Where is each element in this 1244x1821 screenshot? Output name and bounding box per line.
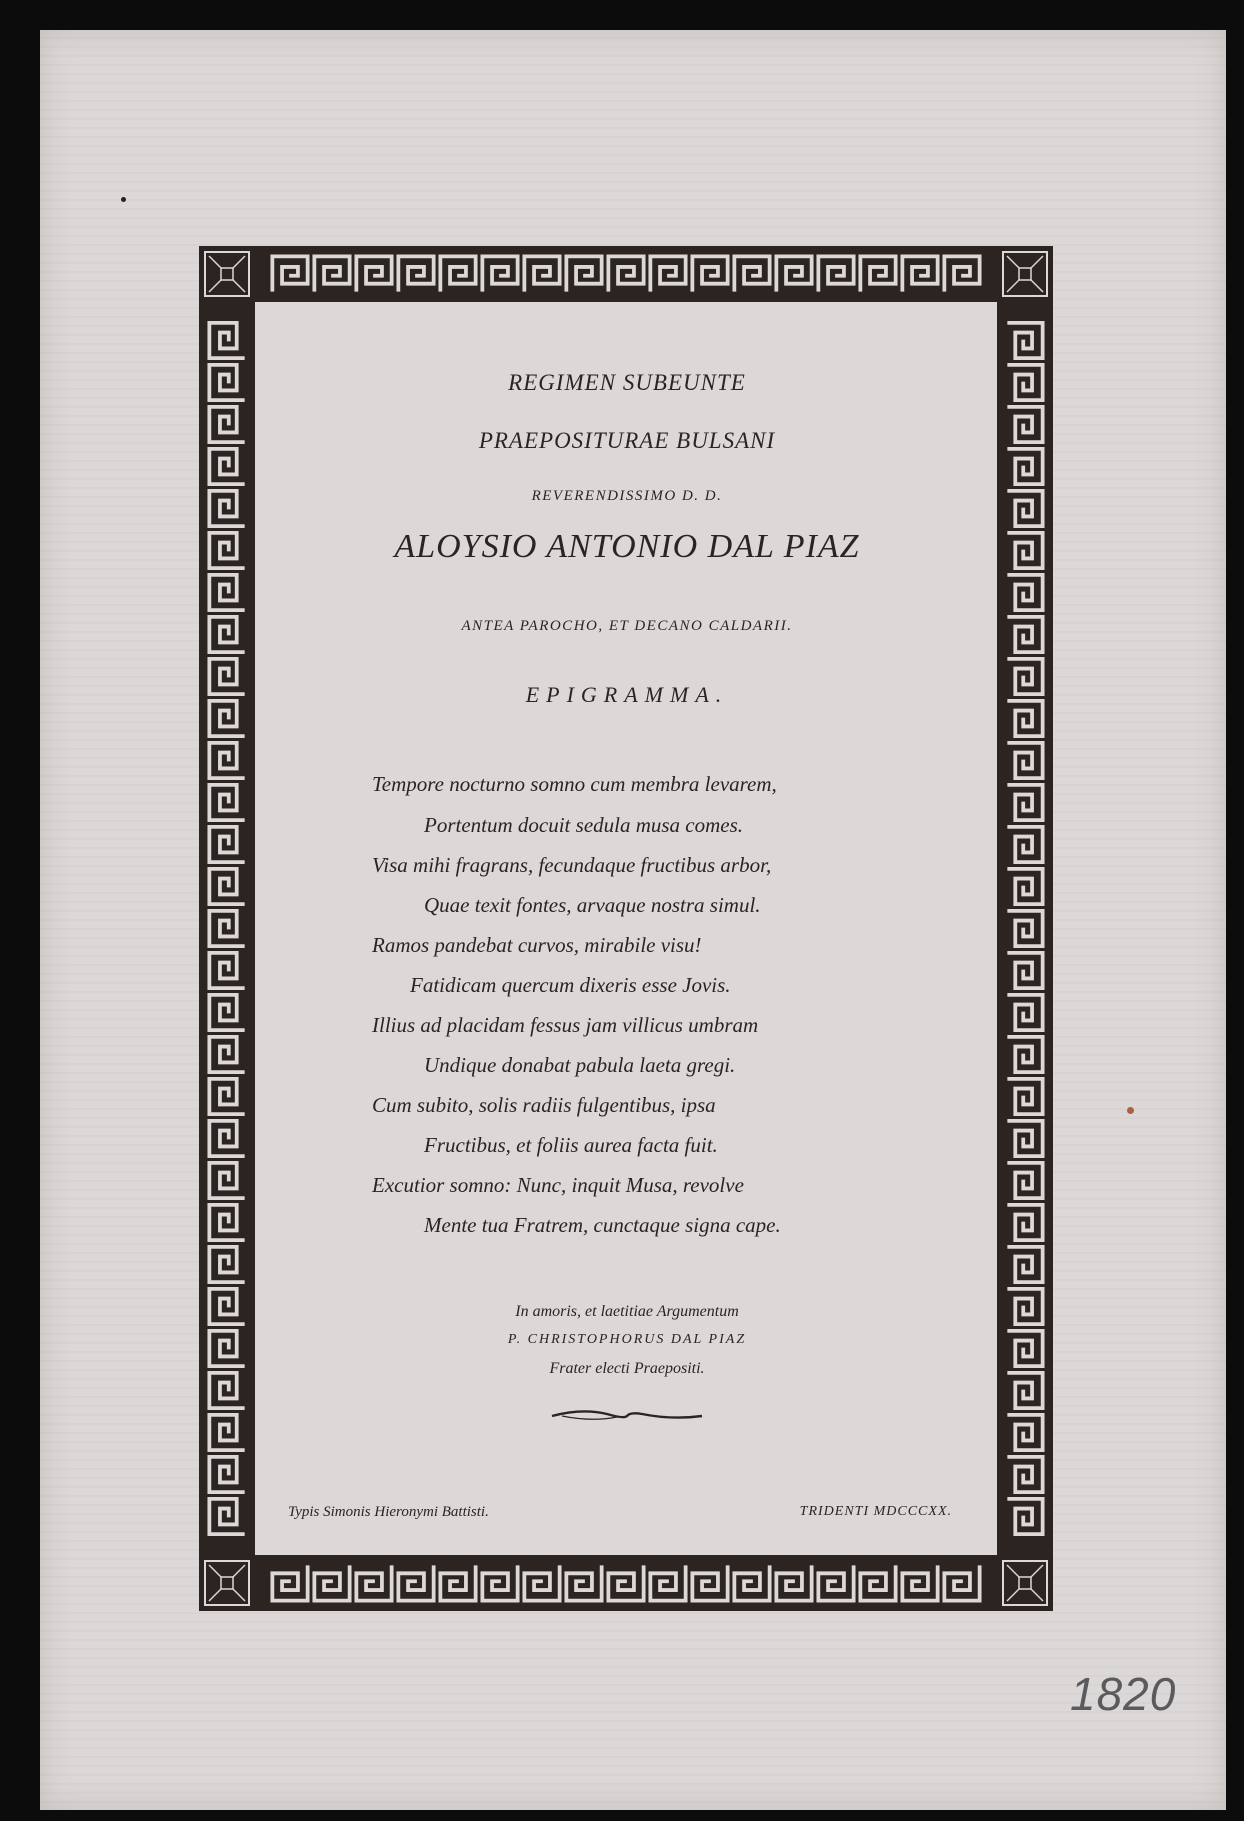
place-date-imprint: TRIDENTI MDCCCXX. bbox=[799, 1504, 952, 1519]
ink-speck bbox=[1127, 1107, 1134, 1114]
corner-center bbox=[221, 268, 233, 280]
closing-line-1: In amoris, et laetitiae Argumentum bbox=[515, 1303, 739, 1320]
closing-line-3: Frater electi Praepositi. bbox=[549, 1360, 705, 1377]
heading-line-2: PRAEPOSITURAE BULSANI bbox=[478, 428, 776, 453]
verse-line: Portentum docuit sedula musa comes. bbox=[424, 813, 744, 837]
corner-center bbox=[1019, 268, 1031, 280]
printer-imprint: Typis Simonis Hieronymi Battisti. bbox=[288, 1504, 489, 1520]
closing-signature: P. CHRISTOPHORUS DAL PIAZ bbox=[507, 1332, 747, 1347]
verse-line: Fructibus, et foliis aurea facta fuit. bbox=[424, 1133, 718, 1157]
heading-line-3: REVERENDISSIMO D. D. bbox=[531, 488, 723, 504]
verse-line: Mente tua Fratrem, cunctaque signa cape. bbox=[424, 1213, 781, 1237]
corner-center bbox=[1019, 1577, 1031, 1589]
verse-line: Quae texit fontes, arvaque nostra simul. bbox=[424, 893, 761, 917]
verse-line: Excutior somno: Nunc, inquit Musa, revolve bbox=[372, 1173, 744, 1197]
verse-line: Cum subito, solis radiis fulgentibus, ipsa bbox=[372, 1093, 716, 1117]
handwritten-year: 1820 bbox=[1070, 1668, 1177, 1720]
flourish-ornament bbox=[262, 1404, 992, 1428]
verse-line: Ramos pandebat curvos, mirabile visu! bbox=[372, 933, 702, 957]
honoree-name: ALOYSIO ANTONIO DAL PIAZ bbox=[394, 528, 860, 565]
genre-heading: EPIGRAMMA. bbox=[525, 682, 729, 707]
verse-line: Fatidicam quercum dixeris esse Jovis. bbox=[410, 973, 731, 997]
honoree-title: ANTEA PAROCHO, ET DECANO CALDARII. bbox=[461, 618, 793, 634]
verse-line: Tempore nocturno somno cum membra levarem, bbox=[372, 772, 777, 796]
ink-speck bbox=[121, 197, 126, 202]
broadside-text bbox=[262, 326, 992, 1566]
heading-line-1: REGIMEN SUBEUNTE bbox=[508, 370, 746, 395]
verse-line: Illius ad placidam fessus jam villicus umbram bbox=[372, 1013, 759, 1037]
corner-center bbox=[221, 1577, 233, 1589]
verse-line: Visa mihi fragrans, fecundaque fructibus arbor, bbox=[372, 853, 772, 877]
verse-line: Undique donabat pabula laeta gregi. bbox=[424, 1053, 736, 1077]
